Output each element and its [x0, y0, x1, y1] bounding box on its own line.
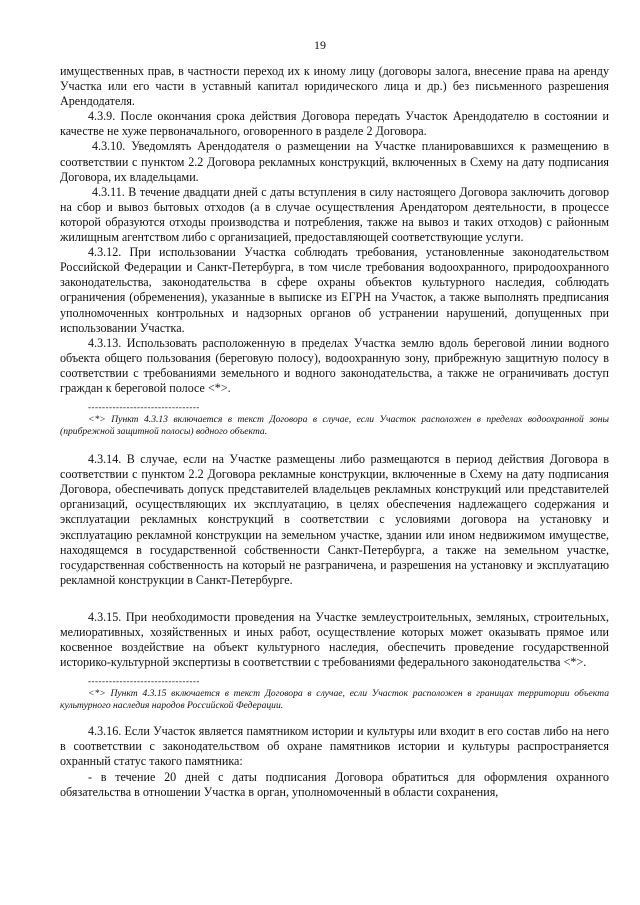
footnote-4-3-15: <*> Пункт 4.3.15 включается в текст Договора в случае, если Участок расположен в границах территории объекта культурного наследия народов Российской Федерации. [60, 688, 609, 712]
spacer [60, 712, 609, 724]
page-number: 19 [314, 38, 326, 52]
footnote-4-3-13: <*> Пункт 4.3.13 включается в текст Договора в случае, если Участок расположен в пределах водоохранной зоны (прибрежной защитной полосы) водного объекта. [60, 414, 609, 438]
footnote-separator: -------------------------------- [88, 402, 200, 413]
clause-4-3-11: 4.3.11. В течение двадцати дней с даты вступления в силу настоящего Договора заключить договор на сбор и вывоз бытовых отходов (а в случае осуществления Арендатором деятельности, в процессе которой образуются отходы производства и потребления, также на вывоз и таких отходов) с районным жилищным агентством либо с организацией, предоставляющей соответствующие услуги. [60, 184, 609, 245]
clause-4-3-13: 4.3.13. Использовать расположенную в пределах Участка землю вдоль береговой линии водного объекта общего пользования (береговую полосу), водоохранную зону, прибрежную защитную полосу в соответствии с требованиями земельного и водного законодательства, а также не ограничивать доступ граждан к береговой полосе <*>. [60, 335, 609, 395]
spacer [60, 588, 609, 610]
clause-4-3-15: 4.3.15. При необходимости проведения на Участке землеустроительных, земляных, строительных, мелиоративных, хозяйственных и иных работ, осуществление которых может оказывать прямое или косвенное воздействие на объект культурного наследия, обеспечить проведение государственной историко-культурной экспертизы в соответствии с требованиями федерального законодательства <*>. [60, 609, 609, 670]
clause-4-3-9: 4.3.9. После окончания срока действия Договора передать Участок Арендодателю в состоянии и качестве не хуже первоначального, оговоренного в разделе 2 Договора. [60, 109, 609, 139]
clause-4-3-14: 4.3.14. В случае, если на Участке размещены либо размещаются в период действия Договора в соответствии с пунктом 2.2 Договора рекламные конструкции, включенные в Схему на дату подписания Договора, обеспечивать допуск представителей владельцев рекламных конструкций или представителей организаций, осуществляющих их эксплуатацию, в целях обеспечения надлежащего содержания и эксплуатации рекламных конструкций в соответствии с условиями договора на установку и эксплуатацию рекламной конструкции на земельном участке, здании или ином недвижимом имуществе, находящемся в государственной собственности Санкт-Петербурга, а также на земельном участке, государственная собственность на который не разграничена, и разрешения на установку и эксплуатацию рекламной конструкции в Санкт-Петербурге. [60, 452, 609, 587]
paragraph-continuation: имущественных прав, в частности переход их к иному лицу (договоры залога, внесение права на аренду Участка или его части в уставный капитал юридического лица и др.) без письменного разрешения Арендодателя. [60, 64, 609, 109]
footnote-separator: -------------------------------- [88, 676, 200, 687]
document-body [60, 64, 609, 800]
clause-4-3-12: 4.3.12. При использовании Участка соблюдать требования, установленные законодательством Российской Федерации и Санкт-Петербурга, в том числе требования водоохранного, природоохранного законодательства, законодательства в сфере охраны объектов культурного наследия, соблюдать ограничения (обременения), указанные в выписке из ЕГРН на Участок, а также выполнять предписания уполномоченных контрольных и надзорных органов об устранении нарушений, допущенных при использовании Участка. [60, 245, 609, 335]
clause-4-3-16-item: - в течение 20 дней с даты подписания Договора обратиться для оформления охранного обязательства в отношении Участка в орган, уполномоченный в области сохранения, [60, 769, 609, 799]
clause-4-3-10: 4.3.10. Уведомлять Арендодателя о размещении на Участке планировавшихся к размещению в соответствии с пунктом 2.2 Договора рекламных конструкций, включенных в Схему на дату подписания Договора, их владельцами. [60, 139, 609, 184]
spacer [60, 438, 609, 452]
clause-4-3-16: 4.3.16. Если Участок является памятником истории и культуры или входит в его состав либо на него в соответствии с законодательством об охране памятников истории и культуры распространяется охранный статус такого памятника: [60, 724, 609, 769]
